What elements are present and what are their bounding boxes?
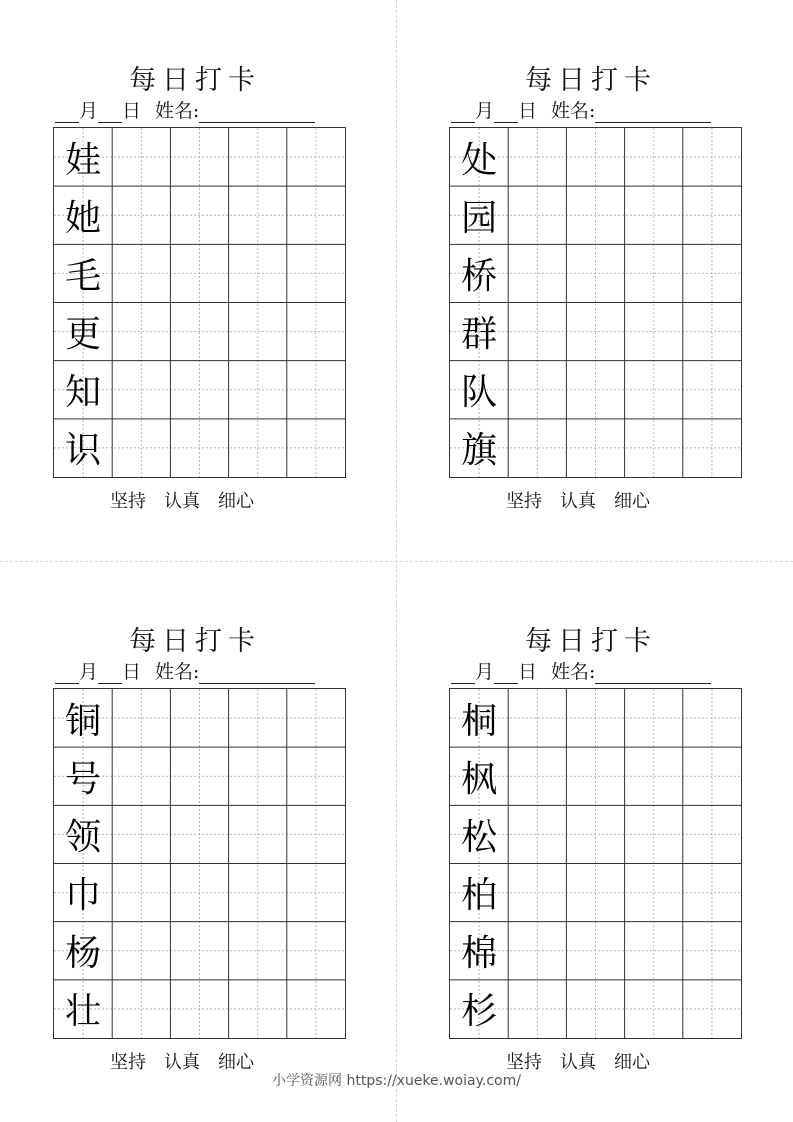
model-character-cell (450, 805, 508, 863)
day-blank[interactable] (494, 665, 518, 684)
card-title: 每日打卡 (525, 65, 657, 96)
model-character-cell (54, 128, 112, 186)
model-character: 她 (65, 197, 102, 239)
model-character: 巾 (65, 875, 102, 917)
model-character-cell (54, 747, 112, 805)
name-blank[interactable] (199, 665, 315, 684)
motto-word: 坚持 (110, 491, 146, 512)
model-character-cell (450, 747, 508, 805)
model-character: 桐 (461, 700, 498, 742)
practice-card (45, 561, 345, 1073)
model-character: 识 (65, 430, 102, 472)
date-name-line (55, 657, 345, 683)
model-character: 枫 (461, 758, 498, 800)
month-label: 月 (475, 661, 495, 683)
motto (110, 487, 272, 513)
name-blank[interactable] (199, 104, 315, 123)
model-character: 知 (65, 372, 102, 414)
writing-grid (53, 127, 346, 478)
model-character-cell (54, 419, 112, 477)
day-label: 日 (518, 100, 538, 122)
motto-word: 细心 (614, 491, 650, 512)
model-character: 娃 (65, 139, 102, 181)
model-character-cell (54, 689, 112, 747)
model-character-cell (450, 128, 508, 186)
motto-word: 坚持 (506, 1052, 542, 1073)
motto-word: 坚持 (110, 1052, 146, 1073)
motto-word: 坚持 (506, 491, 542, 512)
model-character: 桥 (461, 255, 498, 297)
name-blank[interactable] (595, 665, 711, 684)
writing-grid (53, 688, 346, 1039)
model-character-cell (54, 805, 112, 863)
day-label: 日 (518, 661, 538, 683)
model-character-cell (450, 244, 508, 302)
model-character: 松 (461, 816, 498, 858)
model-character: 棉 (461, 933, 498, 975)
month-blank[interactable] (451, 104, 475, 123)
motto-word: 认真 (560, 1052, 596, 1073)
day-blank[interactable] (98, 104, 122, 123)
model-character: 杨 (65, 933, 102, 975)
model-character: 队 (461, 372, 498, 414)
model-character: 铜 (65, 700, 102, 742)
model-character-cell (450, 922, 508, 980)
day-blank[interactable] (494, 104, 518, 123)
footer-watermark: 小学资源网 https://xueke.woiay.com/ (272, 1073, 521, 1089)
month-blank[interactable] (451, 665, 475, 684)
day-label: 日 (122, 661, 142, 683)
date-name-line (451, 96, 741, 122)
writing-grid (449, 127, 742, 478)
name-label: 姓名: (551, 661, 596, 683)
writing-grid (449, 688, 742, 1039)
motto-word: 认真 (560, 491, 596, 512)
name-label: 姓名: (155, 100, 200, 122)
motto (506, 487, 668, 513)
model-character-cell (54, 303, 112, 361)
model-character: 处 (461, 139, 498, 181)
model-character: 壮 (65, 991, 102, 1033)
model-character: 毛 (65, 255, 102, 297)
model-character: 领 (65, 816, 102, 858)
model-character: 杉 (461, 991, 498, 1033)
month-label: 月 (79, 661, 99, 683)
month-label: 月 (475, 100, 495, 122)
model-character-cell (450, 689, 508, 747)
model-character-cell (54, 864, 112, 922)
model-character-cell (54, 361, 112, 419)
model-character: 柏 (461, 875, 498, 917)
model-character: 园 (461, 197, 498, 239)
month-blank[interactable] (55, 104, 79, 123)
card-title: 每日打卡 (525, 626, 657, 657)
motto-word: 认真 (164, 491, 200, 512)
motto-word: 细心 (218, 1052, 254, 1073)
day-label: 日 (122, 100, 142, 122)
day-blank[interactable] (98, 665, 122, 684)
motto-word: 认真 (164, 1052, 200, 1073)
card-title: 每日打卡 (129, 65, 261, 96)
date-name-line (55, 96, 345, 122)
month-blank[interactable] (55, 665, 79, 684)
name-label: 姓名: (551, 100, 596, 122)
model-character-cell (54, 980, 112, 1038)
model-character: 号 (65, 758, 102, 800)
model-character-cell (54, 186, 112, 244)
model-character-cell (450, 186, 508, 244)
model-character: 群 (461, 314, 498, 356)
practice-card (45, 0, 345, 512)
model-character-cell (450, 361, 508, 419)
model-character-cell (450, 864, 508, 922)
card-title: 每日打卡 (129, 626, 261, 657)
motto-word: 细心 (614, 1052, 650, 1073)
date-name-line (451, 657, 741, 683)
model-character: 旗 (461, 430, 498, 472)
name-label: 姓名: (155, 661, 200, 683)
model-character-cell (54, 922, 112, 980)
model-character-cell (450, 419, 508, 477)
name-blank[interactable] (595, 104, 711, 123)
motto-word: 细心 (218, 491, 254, 512)
practice-card (441, 0, 741, 512)
month-label: 月 (79, 100, 99, 122)
model-character-cell (450, 303, 508, 361)
model-character-cell (54, 244, 112, 302)
practice-card (441, 561, 741, 1073)
model-character: 更 (65, 314, 102, 356)
model-character-cell (450, 980, 508, 1038)
